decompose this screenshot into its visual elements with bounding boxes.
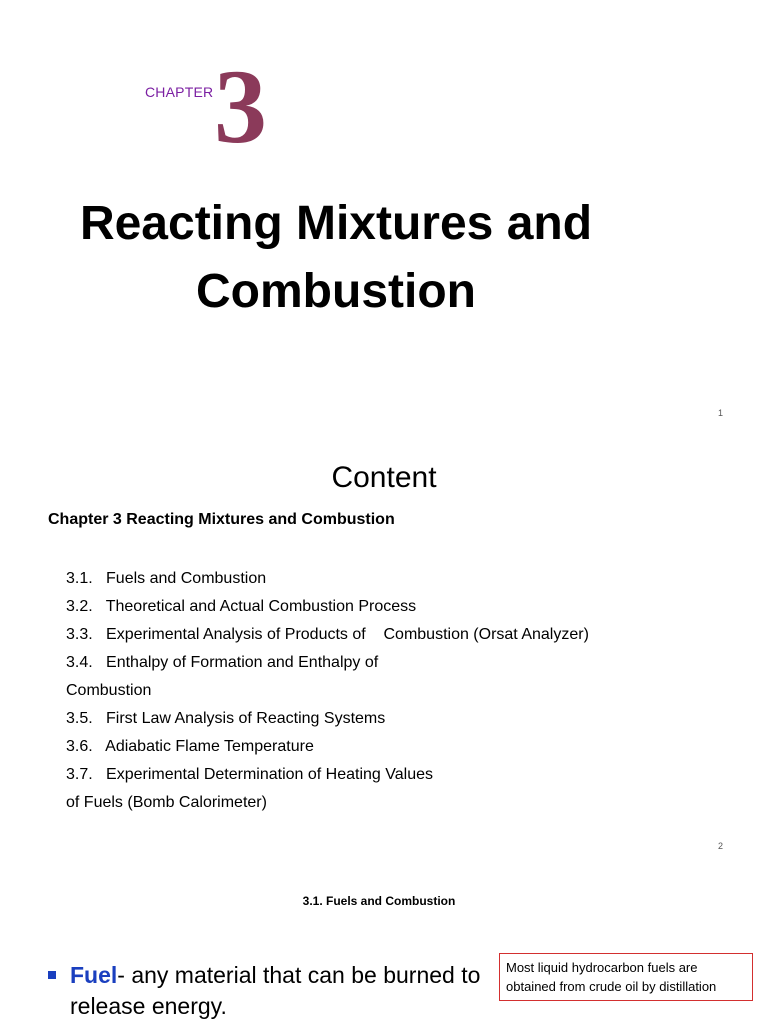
- chapter-label: CHAPTER: [145, 84, 214, 100]
- fuel-term: Fuel: [70, 962, 118, 988]
- toc-item: 3.7. Experimental Determination of Heating Values: [66, 766, 434, 783]
- chapter-number: 3: [214, 48, 267, 165]
- chapter-title-line2: Combustion: [196, 265, 476, 318]
- section-title: 3.1. Fuels and Combustion: [302, 894, 456, 908]
- square-bullet-icon: [48, 971, 56, 979]
- fuel-definition: - any material that can be burned to release energy.: [70, 962, 481, 1019]
- toc-item: 3.4. Enthalpy of Formation and Enthalpy of: [66, 654, 379, 671]
- bullet-item-fuel: [48, 960, 488, 1022]
- page-number-2: 2: [718, 841, 724, 851]
- table-of-contents: [66, 565, 686, 817]
- page-number-1: 1: [718, 408, 724, 418]
- toc-item: of Fuels (Bomb Calorimeter): [66, 794, 267, 811]
- toc-item: 3.1. Fuels and Combustion: [66, 570, 267, 587]
- content-heading: Content: [331, 461, 437, 494]
- toc-item: 3.2. Theoretical and Actual Combustion Process: [66, 598, 417, 615]
- chapter-title-line1: Reacting Mixtures and: [79, 197, 593, 250]
- content-subheading: Chapter 3 Reacting Mixtures and Combustion: [48, 511, 395, 528]
- note-box: Most liquid hydrocarbon fuels are obtained from crude oil by distillation: [499, 953, 753, 1001]
- bullet-text: [70, 960, 488, 1022]
- toc-item: 3.3. Experimental Analysis of Products of Combustion (Orsat Analyzer): [66, 626, 589, 643]
- toc-item: 3.5. First Law Analysis of Reacting Systems: [66, 710, 386, 727]
- chapter-title: [0, 190, 672, 326]
- toc-item: Combustion: [66, 682, 152, 699]
- toc-item: 3.6. Adiabatic Flame Temperature: [66, 738, 314, 755]
